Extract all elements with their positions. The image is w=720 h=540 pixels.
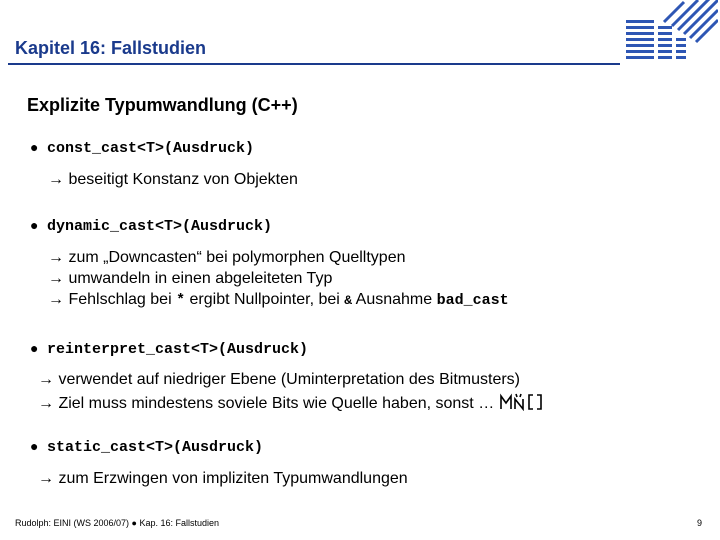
bullet-dot: ● (30, 139, 39, 155)
code-static-cast: static_cast<T>(Ausdruck) (47, 439, 264, 456)
code-ampersand: & (344, 293, 353, 308)
sad-smiley-icon (499, 393, 543, 411)
bullet-dot: ● (30, 438, 39, 454)
footer-course-info: Rudolph: EINI (WS 2006/07) ● Kap. 16: Fallstudien (15, 518, 220, 528)
code-dynamic-cast: dynamic_cast<T>(Ausdruck) (47, 218, 273, 235)
text-fragment: ergibt Nullpointer, bei (185, 291, 345, 308)
bullet-dot: ● (30, 217, 39, 233)
bullet-static-cast (30, 438, 263, 456)
text-fragment: Ausnahme (352, 291, 437, 308)
bullet-reinterpret-cast (30, 340, 308, 358)
text-line: → verwendet auf niedriger Ebene (Uminterpretation des Bitmusters) (38, 371, 520, 388)
text-fragment: → Fehlschlag bei (48, 291, 177, 308)
code-bad-cast: bad_cast (436, 292, 509, 309)
code-const-cast: const_cast<T>(Ausdruck) (47, 140, 255, 157)
code-reinterpret-cast: reinterpret_cast<T>(Ausdruck) (47, 341, 309, 358)
text-line: → zum Erzwingen von impliziten Typumwandlungen (38, 470, 408, 487)
code-star: * (176, 292, 186, 309)
page-number: 9 (697, 518, 703, 528)
slide-header-title: Kapitel 16: Fallstudien (15, 38, 207, 58)
bullet-const-cast (30, 139, 254, 157)
text-line: → beseitigt Konstanz von Objekten (48, 171, 298, 188)
section-title: Explizite Typumwandlung (C++) (27, 95, 298, 115)
text-line: → zum „Downcasten“ bei polymorphen Quelltypen (48, 249, 406, 266)
text-line: → umwandeln in einen abgeleiteten Typ (48, 270, 333, 287)
bullet-dynamic-cast (30, 217, 272, 235)
bullet-dot: ● (30, 340, 39, 356)
text-line-fehlschlag (48, 291, 509, 309)
text-fragment: → Ziel muss mindestens soviele Bits wie Quelle haben, sonst … (38, 395, 495, 412)
text-line-sonst (38, 393, 543, 413)
